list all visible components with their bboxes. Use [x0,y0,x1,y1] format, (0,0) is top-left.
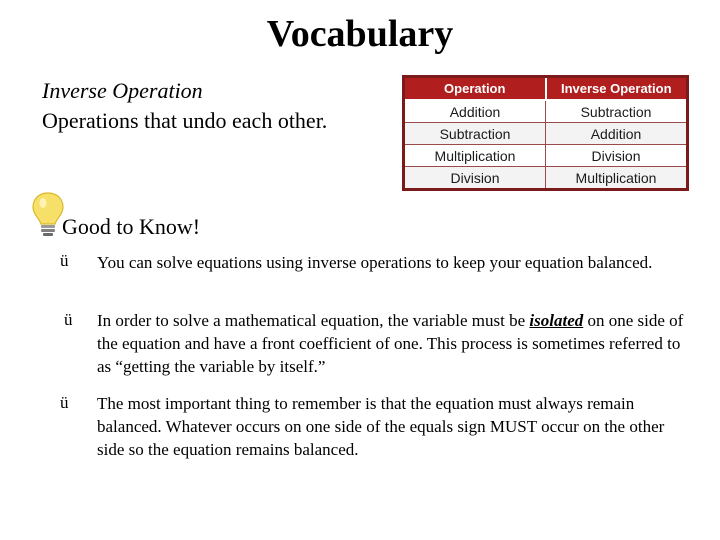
table-row [404,100,688,123]
table-header: Inverse Operation [546,77,688,101]
table-row [404,145,688,167]
table-cell: Subtraction [404,123,546,145]
table-cell: Subtraction [546,100,688,123]
page-title: Vocabulary [266,13,454,55]
list-item [97,309,687,378]
checkmark-icon: ü [60,251,69,270]
inverse-operations-table [402,75,689,191]
table-cell: Division [546,145,688,167]
table-row [404,167,688,190]
vocab-term: Inverse Operation [42,78,203,103]
item-text: In order to solve a mathematical equation, the variable must be [97,311,530,330]
list-item: The most important thing to remember is that the equation must always remain balanced. Whatever occurs on one side of the equals sign MUST occur on the other side so the equation remains balanced. [97,394,665,459]
table-header: Operation [404,77,546,101]
isolated-term: isolated [529,311,584,330]
checkmark-icon: ü [64,310,73,329]
table-cell: Multiplication [404,145,546,167]
table-cell: Addition [404,100,546,123]
list-item: You can solve equations using inverse operations to keep your equation balanced. [97,253,653,272]
table-header-row [404,77,688,101]
good-to-know-heading: Good to Know! [62,214,201,239]
lightbulb-icon [30,190,66,240]
table-cell: Division [404,167,546,190]
table-row [404,123,688,145]
table-cell: Addition [546,123,688,145]
vocab-definition: Operations that undo each other. [42,108,328,133]
item-text: on one side of the equation and have a front coefficient of one. This process is sometimes referred to as “getting the variable by itself.” [97,311,684,376]
checkmark-icon: ü [60,393,69,412]
table-cell: Multiplication [546,167,688,190]
